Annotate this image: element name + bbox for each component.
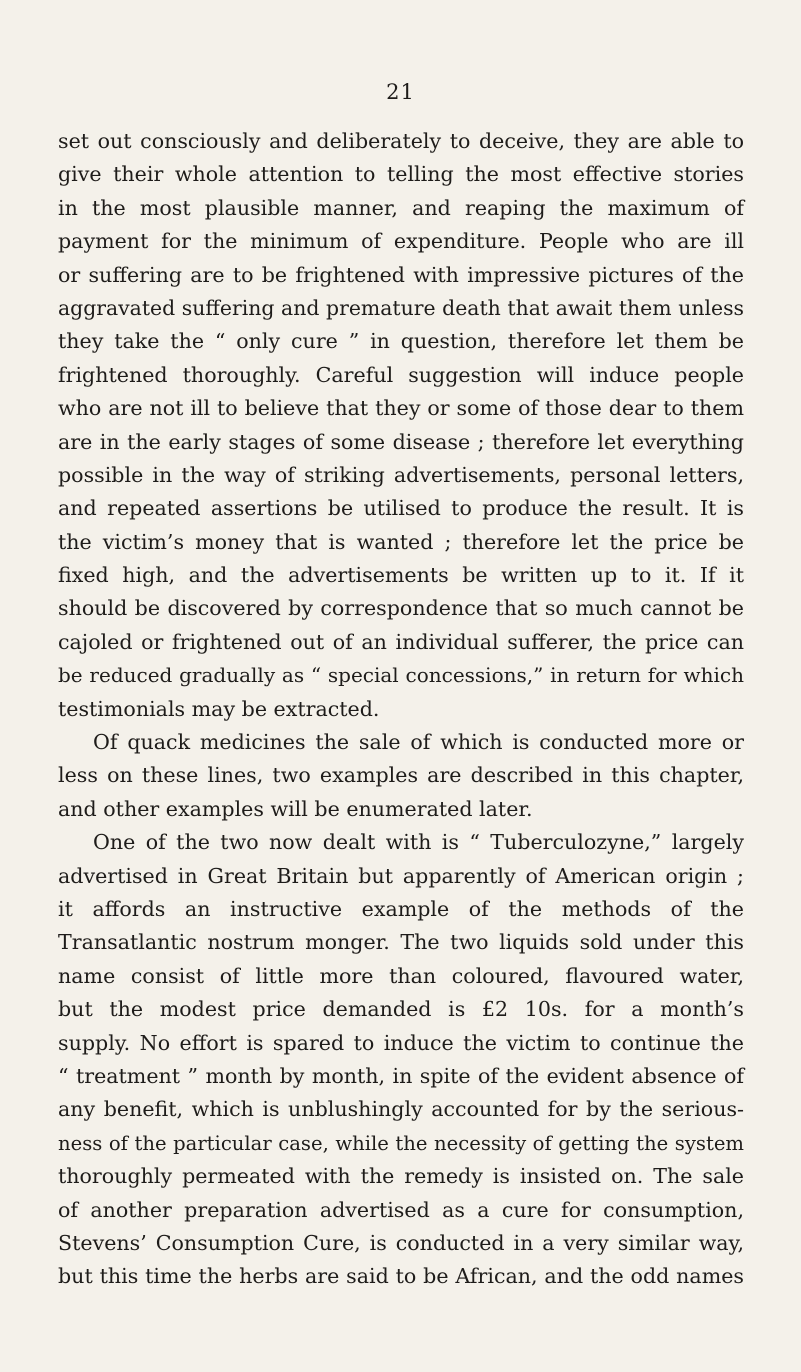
paragraph-first-line: Of quack medicines the sale of which is conducted more or [93, 730, 744, 755]
text-line: cajoled or frightened out of an individual sufferer, the price can [58, 629, 744, 654]
text-line: the victim’s money that is wanted ; therefore let the price be [58, 529, 744, 554]
text-line: payment for the minimum of expenditure. People who are ill [58, 229, 744, 254]
text-line: Stevens’ Consumption Cure, is conducted in a very similar way, [58, 1230, 744, 1255]
text-line: be reduced gradually as “ special concessions,” in return for which [58, 663, 744, 688]
text-line: fixed high, and the advertisements be written up to it. If it [58, 563, 744, 588]
text-line: advertised in Great Britain but apparently of American origin ; [58, 863, 744, 888]
text-line: Transatlantic nostrum monger. The two liquids sold under this [58, 930, 744, 955]
text-line: in the most plausible manner, and reaping the maximum of [58, 195, 744, 220]
text-line: are in the early stages of some disease ; therefore let everything [58, 429, 744, 454]
text-line: but this time the herbs are said to be African, and the odd names [58, 1264, 744, 1289]
text-line: name consist of little more than coloured, flavoured water, [58, 963, 744, 988]
text-line: frightened thoroughly. Careful suggestion will induce people [58, 362, 744, 387]
text-line: who are not ill to believe that they or some of those dear to them [58, 396, 744, 421]
paragraph-last-line: testimonials may be extracted. [58, 696, 380, 721]
page-number: 21 [386, 80, 415, 104]
text-line: supply. No effort is spared to induce the victim to continue the [58, 1030, 744, 1055]
text-line: less on these lines, two examples are described in this chapter, [58, 763, 744, 788]
text-line: thoroughly permeated with the remedy is insisted on. The sale [58, 1164, 744, 1189]
text-line: ness of the particular case, while the necessity of getting the system [58, 1131, 744, 1155]
text-line: possible in the way of striking advertisements, personal letters, [58, 462, 744, 487]
paragraph-last-line: and other examples will be enumerated later. [58, 796, 533, 821]
text-line: or suffering are to be frightened with impressive pictures of the [58, 262, 744, 287]
text-line: but the modest price demanded is £2 10s. for a month’s [58, 997, 744, 1022]
text-line: set out consciously and deliberately to deceive, they are able to [58, 129, 744, 153]
text-line: should be discovered by correspondence that so much cannot be [58, 596, 744, 621]
text-line: “ treatment ” month by month, in spite of the evident absence of [58, 1063, 744, 1088]
text-line: any benefit, which is unblushingly accounted for by the serious- [58, 1097, 744, 1122]
body-text [58, 125, 744, 1294]
text-line: they take the “ only cure ” in question, therefore let them be [58, 329, 744, 354]
text-line: give their whole attention to telling the most effective stories [58, 162, 744, 187]
paragraph-first-line: One of the two now dealt with is “ Tuberculozyne,” largely [93, 830, 744, 855]
text-line: aggravated suffering and premature death that await them unless [58, 295, 744, 320]
text-line: and repeated assertions be utilised to produce the result. It is [58, 496, 744, 521]
text-line: of another preparation advertised as a cure for consumption, [58, 1197, 744, 1222]
text-line: it affords an instructive example of the methods of the [58, 896, 744, 921]
